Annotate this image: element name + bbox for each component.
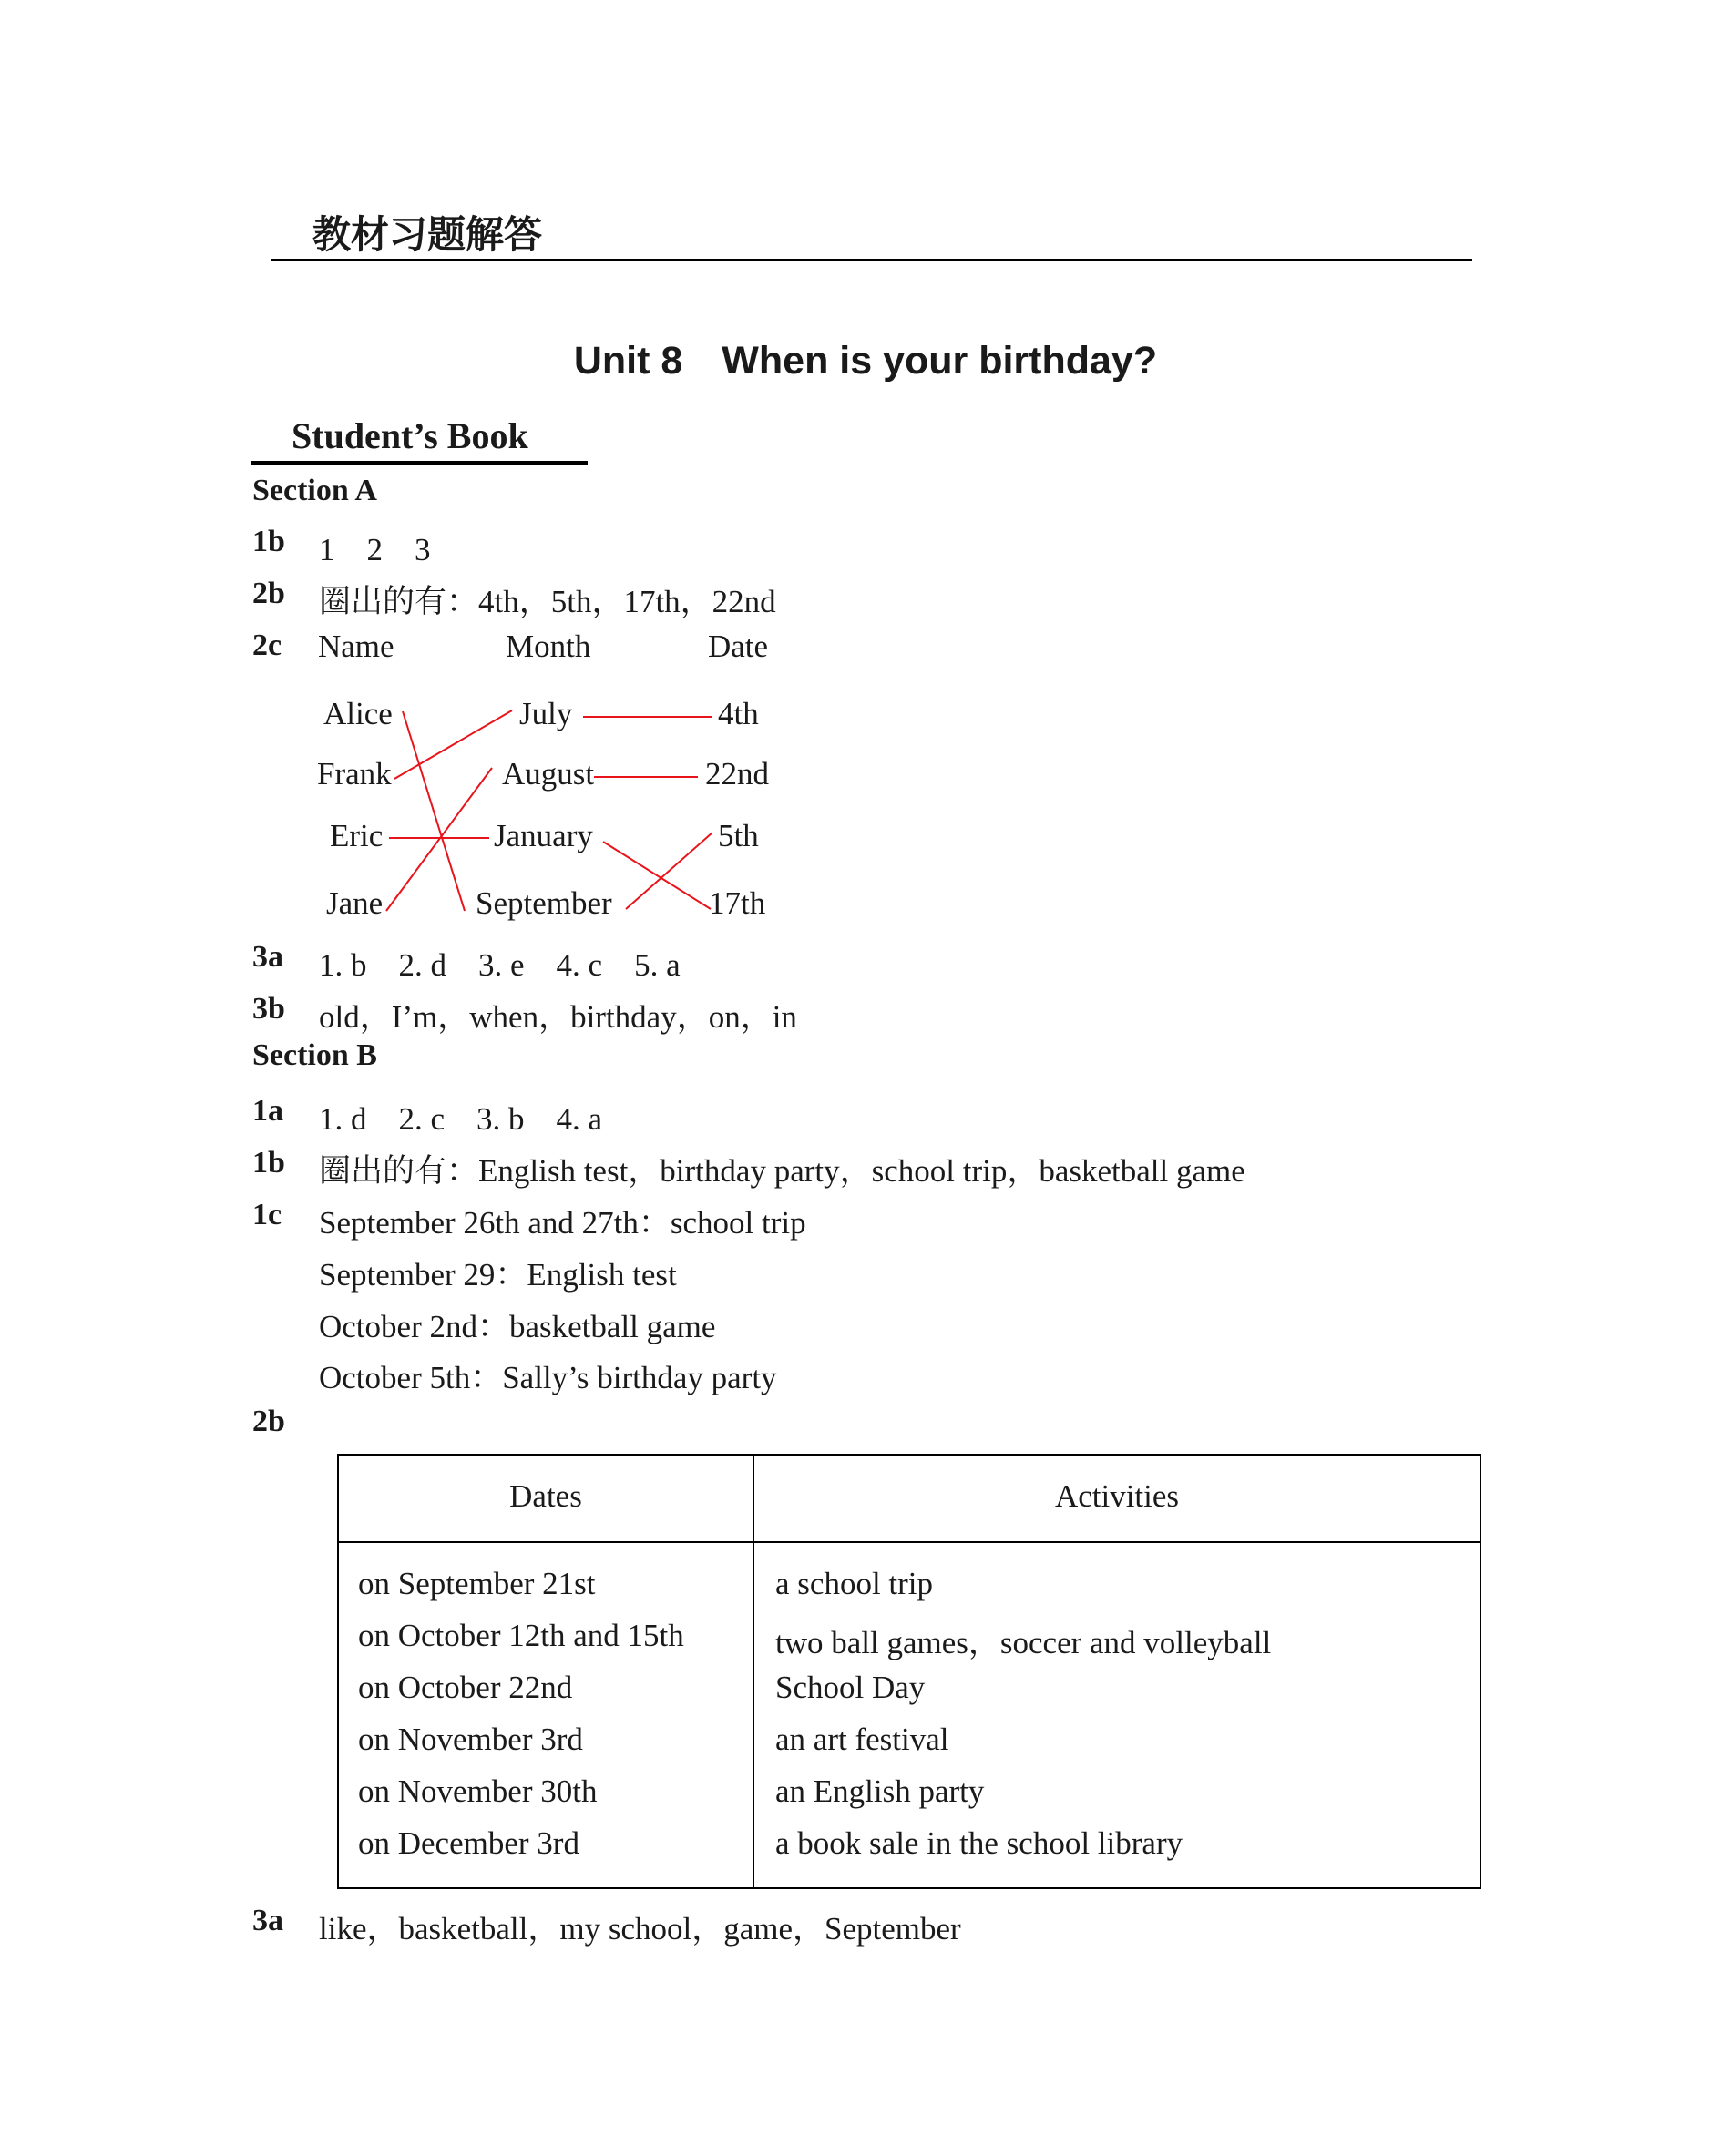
table-cell: on November 3rd [358, 1722, 583, 1757]
answer-text: like，basketball，my school，game，September [319, 1911, 961, 1947]
match-line [403, 711, 465, 911]
answer-text: 1. b 2. d 3. e 4. c 5. a [319, 947, 681, 983]
match-month: August [502, 756, 595, 792]
question-label: 2b [252, 1405, 285, 1438]
match-date: 4th [718, 696, 759, 731]
match-month: January [494, 818, 593, 853]
table-header-rule [339, 1541, 1480, 1543]
answer-text: 1 2 3 [319, 532, 431, 567]
table-cell: a school trip [775, 1566, 934, 1601]
question-label: 3a [252, 940, 283, 974]
match-name: Jane [326, 885, 384, 921]
question-label: 1b [252, 525, 285, 558]
table-cell: on October 12th and 15th [358, 1618, 684, 1653]
question-label: 1c [252, 1198, 282, 1231]
table-header-activities: Activities [1054, 1478, 1180, 1514]
match-name: Alice [323, 696, 393, 731]
match-date: 22nd [705, 756, 769, 792]
question-label: 3a [252, 1904, 283, 1937]
section-b-heading: Section B [252, 1038, 377, 1072]
book-title: Student’s Book [292, 415, 528, 456]
column-header-date: Date [708, 628, 769, 664]
table-cell: a book sale in the school library [775, 1825, 1183, 1861]
unit-title: Unit 8 When is your birthday? [573, 339, 1158, 383]
answer-text: 1. d 2. c 3. b 4. a [319, 1101, 603, 1137]
column-header-name: Name [318, 628, 394, 664]
table-cell: on September 21st [358, 1566, 596, 1601]
table-cell: on October 22nd [358, 1670, 573, 1705]
table-cell: on November 30th [358, 1773, 598, 1809]
answer-text: 圈出的有：4th，5th，17th，22nd [319, 584, 776, 619]
match-line [603, 842, 711, 909]
answer-line: September 26th and 27th：school trip [319, 1205, 806, 1241]
answer-line: October 5th：Sally’s birthday party [319, 1360, 777, 1395]
question-label: 1b [252, 1146, 285, 1180]
answer-text: old，I’m，when，birthday，on，in [319, 999, 797, 1035]
table-divider [753, 1456, 754, 1887]
table-cell: an English party [775, 1773, 985, 1809]
matching-line-group [386, 710, 712, 911]
match-month: July [519, 696, 573, 731]
match-name: Eric [330, 818, 384, 853]
column-header-month: Month [506, 628, 591, 664]
question-label: 1a [252, 1094, 283, 1128]
table-cell: on December 3rd [358, 1825, 579, 1861]
question-label: 2c [252, 628, 282, 662]
table-cell: School Day [775, 1670, 926, 1705]
match-line [626, 833, 712, 909]
match-date: 5th [718, 818, 759, 853]
answer-line: September 29：English test [319, 1257, 677, 1293]
section-a-heading: Section A [252, 474, 377, 507]
answer-line: October 2nd：basketball game [319, 1309, 716, 1344]
header-title: 教材习题解答 [312, 212, 543, 257]
table-cell: two ball games，soccer and volleyball [775, 1625, 1272, 1660]
match-name: Frank [317, 756, 392, 792]
match-month: September [476, 885, 612, 921]
match-date: 17th [709, 885, 766, 921]
question-label: 2b [252, 577, 285, 610]
question-label: 3b [252, 992, 285, 1026]
answer-text: 圈出的有：English test，birthday party，school trip，basketball game [319, 1153, 1245, 1189]
table-header-dates: Dates [509, 1478, 582, 1514]
table-cell: an art festival [775, 1722, 949, 1757]
